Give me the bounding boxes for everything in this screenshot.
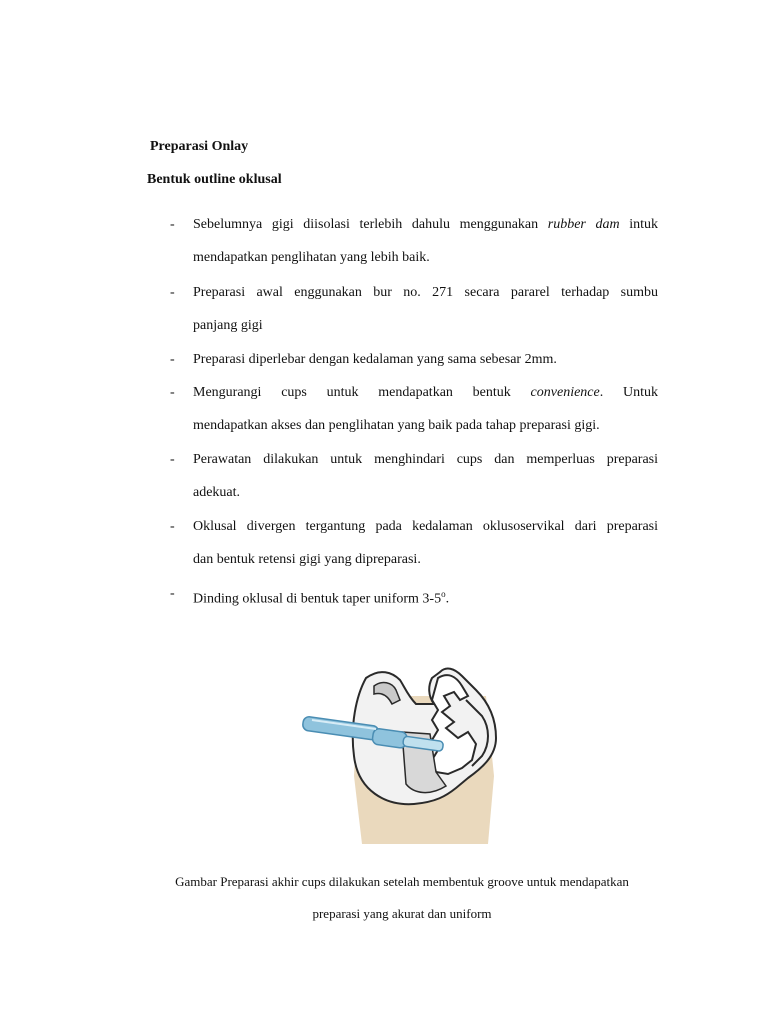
list-item-emphasis: convenience [530, 385, 600, 400]
document-title: Preparasi Onlay [150, 139, 249, 154]
list-item-line [193, 384, 658, 402]
list-item-line: panjang gigi [193, 318, 263, 333]
list-item-text: Dinding oklusal di bentuk taper uniform 3-5 [193, 591, 442, 607]
list-item-line: mendapatkan akses dan penglihatan yang baik pada tahap preparasi gigi. [193, 418, 600, 433]
list-item-line: adekuat. [193, 485, 241, 500]
list-item-text: . [445, 591, 450, 607]
bullet-marker: - [170, 519, 175, 534]
list-item-line [193, 216, 658, 234]
bullet-marker: - [170, 452, 175, 467]
list-item-line: Oklusal divergen tergantung pada kedalaman oklusoservikal dari preparasi [193, 519, 658, 534]
bullet-marker: - [170, 586, 175, 601]
list-item-text: . Untuk [599, 385, 658, 400]
list-item-line: Preparasi diperlebar dengan kedalaman yang sama sebesar 2mm. [193, 352, 557, 367]
list-item-emphasis: rubber dam [547, 217, 620, 232]
bullet-marker: - [170, 217, 175, 232]
list-item-text: intuk [619, 217, 658, 232]
figure-caption: Gambar Preparasi akhir cups dilakukan setelah membentuk groove untuk mendapatkan [175, 874, 629, 889]
degree-superscript: o [441, 589, 446, 599]
bullet-marker: - [170, 352, 175, 367]
list-item-text: Sebelumnya gigi diisolasi terlebih dahulu menggunakan [193, 217, 548, 232]
list-item-line [193, 585, 658, 609]
list-item-text: Mengurangi cups untuk mendapatkan bentuk [193, 385, 531, 400]
figure-caption: preparasi yang akurat dan uniform [312, 906, 492, 921]
list-item-line: dan bentuk retensi gigi yang dipreparasi. [193, 552, 421, 567]
bullet-marker: - [170, 285, 175, 300]
list-item-line: Perawatan dilakukan untuk menghindari cups dan memperluas preparasi [193, 452, 658, 467]
tooth-preparation-illustration [296, 656, 506, 846]
section-heading: Bentuk outline oklusal [147, 172, 282, 187]
list-item-line: mendapatkan penglihatan yang lebih baik. [193, 250, 430, 265]
bullet-marker: - [170, 385, 175, 400]
tooth-preparation-icon [296, 656, 506, 846]
list-item-line: Preparasi awal enggunakan bur no. 271 secara pararel terhadap sumbu [193, 285, 658, 300]
